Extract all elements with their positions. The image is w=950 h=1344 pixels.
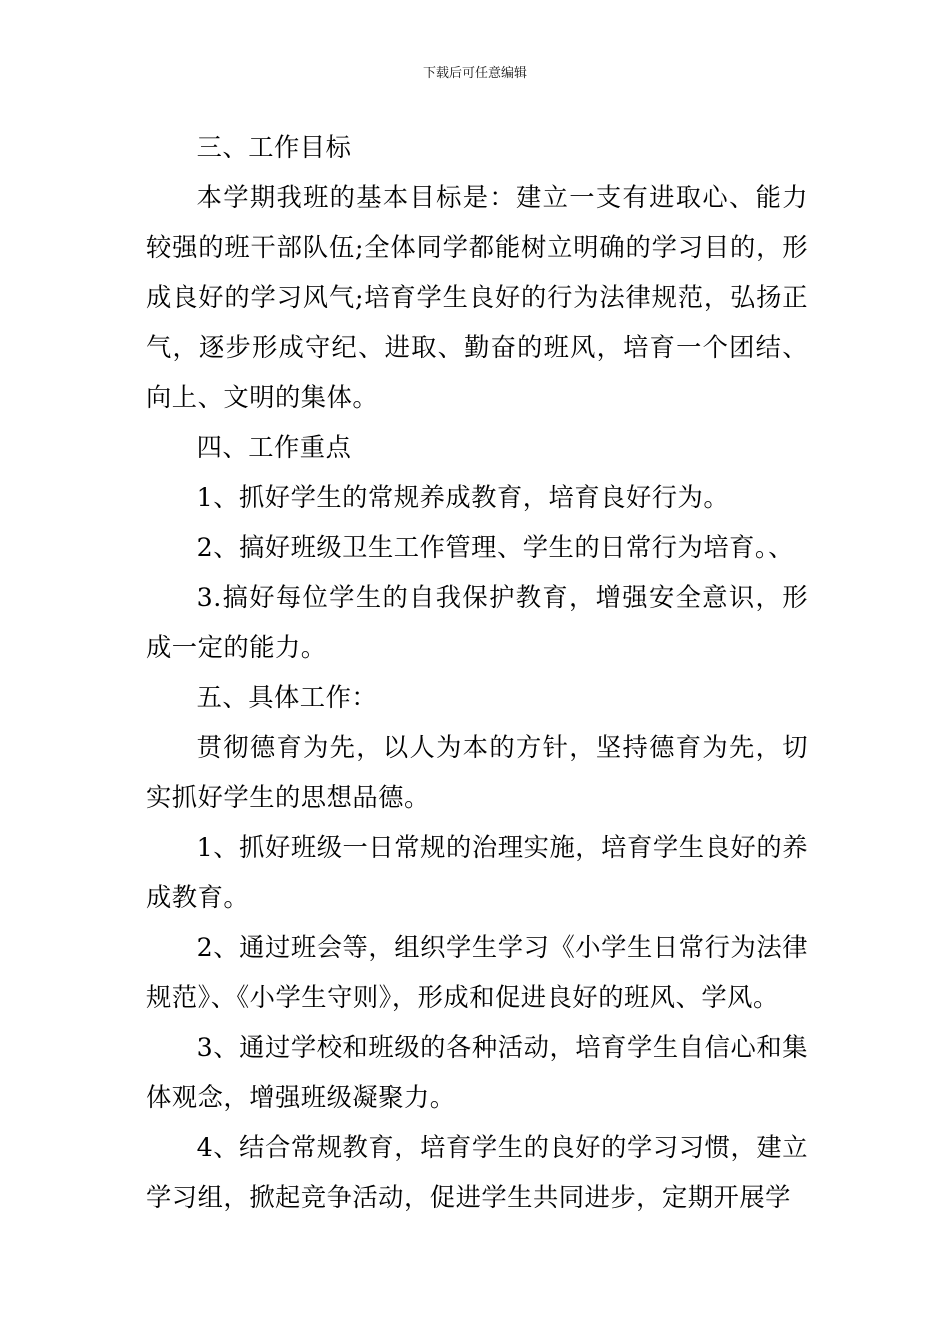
page-header: 下载后可任意编辑 (422, 66, 527, 81)
work-item-4: 4、结合常规教育，培育学生的良好的学习习惯，建立学习组，掀起竞争活动，促进学生共同进步，定期开展学 (146, 1133, 808, 1212)
work-item-3: 3、通过学校和班级的各种活动，培育学生自信心和集体观念，增强班级凝聚力。 (146, 1033, 808, 1112)
document-body (146, 123, 808, 1223)
focus-item-1: 1、抓好学生的常规养成教育，培育良好行为。 (196, 483, 730, 512)
section-heading-focus: 四、工作重点 (196, 433, 352, 462)
paragraph-work-intro: 贯彻德育为先，以人为本的方针，坚持德育为先，切实抓好学生的思想品德。 (146, 733, 808, 812)
focus-item-3: 3.搞好每位学生的自我保护教育，增强安全意识，形成一定的能力。 (146, 583, 808, 662)
section-heading-goals: 三、工作目标 (196, 133, 352, 162)
focus-item-2: 2、搞好班级卫生工作管理、学生的日常行为培育。、 (196, 533, 794, 562)
section-heading-work: 五、具体工作： (196, 683, 378, 712)
work-item-2: 2、通过班会等，组织学生学习《小学生日常行为法律规范》、《小学生守则》，形成和促进良好的班风、学风。 (146, 933, 808, 1012)
work-item-1: 1、抓好班级一日常规的治理实施，培育学生良好的养成教育。 (146, 833, 808, 912)
paragraph-goals: 本学期我班的基本目标是：建立一支有进取心、能力较强的班干部队伍;全体同学都能树立明确的学习目的，形成良好的学习风气;培育学生良好的行为法律规范，弘扬正气，逐步形成守纪、进取、勤奋的班风，培育一个团结、向上、文明的集体。 (146, 183, 808, 412)
